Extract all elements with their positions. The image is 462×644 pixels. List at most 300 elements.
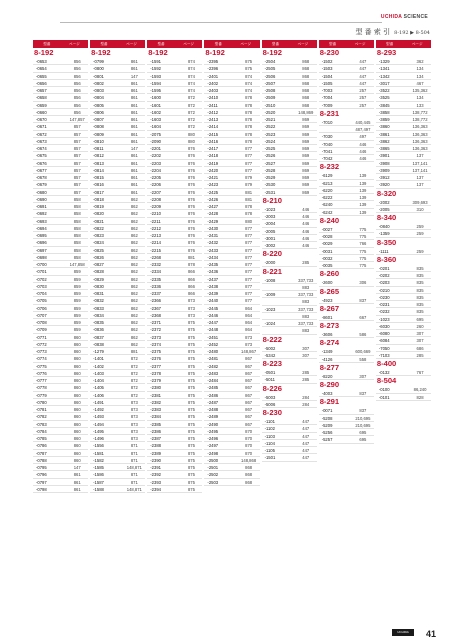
page-reference: 869 [302,167,310,173]
model-number: -0834 [93,312,104,318]
index-row [262,284,317,291]
page-reference: 257 [359,102,367,108]
model-number: -2366 [150,298,161,304]
model-number: -3908 [378,160,390,166]
page-reference: 862 [130,225,138,231]
index-row [319,155,374,162]
page-reference: 867 [245,363,253,369]
model-number: -1586 [93,472,104,478]
model-number: -2391 [150,465,161,470]
model-number: -1504 [321,73,333,79]
index-row [33,73,88,80]
page-reference: 872 [130,356,138,362]
section-heading: 8-221 [262,266,282,276]
index-row [33,479,88,486]
model-number: -0804 [93,95,104,101]
index-row [262,298,317,305]
model-number: -0672 [36,131,47,137]
page-reference: 867 [245,407,253,412]
index-row [33,203,88,210]
page-reference: 362 [416,59,424,64]
model-number: -0670 [36,117,47,122]
page-reference: 874 [245,80,253,86]
page-reference: 446 [302,228,310,234]
model-number: -1401 [93,356,104,362]
index-row [204,239,259,246]
page-reference: 870 [245,428,253,434]
index-row [262,65,317,72]
section-heading: 8-192 [262,48,282,57]
column-header [147,40,202,48]
model-number: -2207 [150,189,161,195]
model-number: -2211 [150,218,161,224]
model-number: -2000 [264,260,276,266]
page-reference: 875 [187,327,195,333]
page-reference: 306 [359,280,367,286]
model-number: -2332 [150,262,161,267]
model-number: -0031 [321,248,333,254]
index-row [147,160,202,167]
model-number: -2600 [321,280,333,286]
index-row [33,334,88,341]
model-number: -3920 [378,182,390,188]
page-reference: 875 [187,465,195,470]
section-heading: 8-504 [376,376,397,386]
index-row [262,174,317,181]
section-heading: 8-274 [319,338,340,348]
model-number: -2417 [207,146,219,151]
model-number: -5256 [321,430,333,435]
index-title-text: 型 番 索 引 [355,28,391,36]
index-row [204,290,259,297]
model-number: -2428 [207,211,219,217]
index-row [90,413,145,420]
page-reference: 285 [416,352,424,358]
model-number: -0032 [321,255,333,261]
index-row [33,268,88,275]
model-number: -1585 [93,465,104,470]
index-row [319,201,374,208]
page-reference: 877 [245,233,253,238]
page-reference: 875 [187,370,195,376]
model-number: -2412 [207,109,219,115]
model-number: -7040 [321,141,333,147]
model-number: -2388 [150,443,161,449]
index-row [204,442,259,449]
page-reference: 861 [130,124,138,130]
page-reference: 310 [416,206,424,212]
index-row [262,352,317,359]
index-row [90,138,145,145]
index-row [204,87,259,94]
index-row [204,58,259,65]
model-number: -4126 [321,356,333,362]
header-page: ページ [354,42,366,46]
model-number: -2389 [150,450,161,456]
page-reference: 875 [187,363,195,369]
model-number: -0832 [93,298,104,304]
index-row [33,94,88,101]
page-reference: 440,445 [355,119,371,125]
index-row [376,386,431,393]
page-reference: 862 [130,240,138,246]
index-row [204,363,259,370]
model-number: -2209 [150,204,161,209]
model-number: -2377 [150,363,161,369]
model-number: -5011 [264,377,275,383]
page-reference: 859 [73,269,81,275]
model-number: -2445 [207,305,219,311]
model-number: -0782 [36,414,47,420]
model-number: -2434 [207,254,219,260]
page-reference: 877 [245,262,253,267]
model-number: -0773 [36,349,47,354]
page-reference: 883 [302,284,310,290]
page-reference: 877 [245,225,253,231]
model-number: -0658 [36,95,47,101]
section-heading: 8-192 [34,48,54,57]
model-number: -1101 [264,419,275,424]
model-number: -0801 [93,73,104,79]
page-reference: 862 [130,291,138,296]
model-number: -0774 [36,356,47,362]
model-number: -0779 [36,392,47,398]
index-row [319,233,374,240]
header-page: ページ [126,42,137,46]
index-row [262,138,317,145]
model-number: -2415 [207,131,219,137]
index-row [90,435,145,442]
model-number: -0232 [378,309,390,315]
index-column [204,40,259,493]
page-reference: 875 [187,457,195,463]
index-row [376,138,431,145]
page-reference: 858 [73,247,81,253]
index-row [90,363,145,370]
index-row [147,384,202,391]
index-row [90,384,145,391]
model-number: -2419 [207,160,219,166]
page-reference: 861 [130,175,138,180]
page-reference: 878 [245,102,253,108]
index-row [33,363,88,370]
index-row [147,392,202,399]
model-number: -2214 [150,240,161,246]
model-number: -2380 [150,385,161,391]
model-number: -0660 [36,109,47,115]
model-number: -1556 [93,443,104,449]
index-row [90,58,145,65]
model-number: -0772 [36,341,47,347]
index-row [319,73,374,80]
index-row [90,471,145,478]
index-row [33,123,88,130]
index-row [262,418,317,425]
page-reference: 137 [416,153,424,159]
index-row [204,334,259,341]
page-reference: 876 [187,153,195,159]
model-number: -8601 [321,314,333,320]
page-reference: 873 [130,428,138,434]
page-reference: 860 [73,436,81,441]
index-row [262,220,317,227]
index-row [204,145,259,152]
model-number: -2502 [207,472,219,478]
model-number: -2498 [207,450,219,456]
column-header [204,40,259,48]
index-row [262,440,317,447]
page-reference: 868 [302,66,310,72]
model-number: -0771 [36,334,47,340]
model-number: -1279 [93,349,104,354]
page-reference: 873 [130,421,138,427]
page-reference: 873 [187,298,195,304]
model-number: -1491 [93,399,104,405]
model-number: -2528 [264,167,276,173]
index-row [319,102,374,109]
model-number: -2213 [150,233,161,238]
model-number: -0029 [321,241,333,247]
index-row [147,464,202,471]
page-reference: 869 [302,146,310,151]
page-reference: 872 [187,124,195,130]
page-reference: 868 [302,102,310,108]
model-number: -1024 [264,321,276,326]
model-number: -2510 [264,102,276,108]
page-reference: 860 [73,334,81,340]
page-reference: 446 [359,156,367,161]
index-row [376,223,431,230]
index-row [319,141,374,148]
page-reference: 147 [130,146,138,151]
page-reference: 867 [245,378,253,383]
model-number: -0709 [36,327,47,333]
model-number: -0654 [36,66,47,72]
model-number: -6129 [321,173,333,179]
index-range: 8-192 ▶ 8-504 [394,30,430,36]
index-row [376,123,431,130]
page-reference: 876 [187,189,195,195]
model-number: -2394 [150,486,161,492]
index-row [204,210,259,217]
model-number: -1102 [264,426,275,432]
index-row [204,283,259,290]
section-heading: 8-293 [376,48,397,57]
page-reference: 881 [245,196,253,202]
page-reference: 877 [245,240,253,246]
model-number: -4003 [321,391,333,396]
index-column [319,40,374,493]
page-reference: 558 [359,356,367,362]
page-reference: 861 [130,109,138,115]
model-number: -2403 [207,88,219,93]
index-row [376,94,431,101]
index-column [262,40,317,493]
page-reference: 857 [73,146,81,151]
model-number: -2489 [207,414,219,420]
index-row [33,457,88,464]
index-row [262,306,317,313]
index-row [262,94,317,101]
model-number: -0795 [36,465,47,470]
index-row [147,196,202,203]
index-row [262,228,317,235]
index-row [376,109,431,116]
model-number: -0680 [36,189,47,195]
page-reference: 857 [73,131,81,137]
page-reference: 837 [359,297,367,303]
index-row [90,297,145,304]
model-number: -0817 [93,189,104,195]
page-reference: 867 [245,421,253,427]
model-number: -2410 [207,95,219,101]
model-number: -0706 [36,305,47,311]
page-reference: 869 [302,175,310,180]
page-reference: 766 [359,241,367,247]
page-reference: 307 [416,331,424,336]
index-row [90,348,145,355]
index-row [204,450,259,457]
page-reference: 447 [359,59,367,64]
index-row [262,213,317,220]
index-row [33,450,88,457]
section-heading: 8-400 [376,359,397,368]
page-reference: 857 [73,124,81,130]
page-reference: 859 [73,320,81,325]
model-number: -2430 [207,225,219,231]
model-number: -2523 [264,131,276,137]
model-number: -2420 [207,167,219,173]
page-reference: 835 [416,294,424,300]
model-number: -0783 [36,421,47,427]
page-reference: 875 [187,341,195,347]
page-reference: 337,733 [298,292,314,297]
index-row [90,370,145,377]
index-row [319,119,374,126]
model-number: -0657 [36,88,47,93]
index-row [204,305,259,312]
index-row [33,225,88,232]
page-reference: 866 [187,291,195,296]
page-reference: 877 [245,247,253,253]
page-reference: 862 [130,327,138,333]
page-reference: 872 [187,102,195,108]
index-row [204,123,259,130]
index-row [33,116,88,123]
page-reference: 139 [359,173,367,179]
section-heading: 8-192 [148,48,168,57]
model-number: -2337 [150,291,161,296]
index-row [262,401,317,408]
index-row [33,109,88,116]
section-heading: 8-192 [205,48,225,57]
index-row [376,152,431,159]
page-reference: 874 [245,73,253,79]
index-row [90,131,145,138]
page-reference: 867 [245,356,253,362]
model-number [319,126,352,132]
index-row [204,428,259,435]
index-row [147,312,202,319]
model-number: -3606 [321,332,333,337]
index-row [90,377,145,384]
page-reference: 337,733 [298,306,314,312]
page-reference: 876 [187,233,195,238]
model-number: -2212 [150,225,161,231]
page-reference: 856 [73,95,81,101]
model-number: -2480 [207,349,219,354]
index-row [90,442,145,449]
model-number: -1009 [264,292,276,297]
page-reference: 873 [187,312,195,318]
page-reference: 859 [73,291,81,296]
page-reference: 875 [187,436,195,441]
model-number: -6213 [321,180,333,186]
index-row [376,174,431,181]
index-row [147,435,202,442]
header-page: ページ [240,42,252,46]
index-row [147,239,202,246]
index-row [147,73,202,80]
model-number: -2203 [150,160,161,166]
index-row [147,87,202,94]
index-row [33,305,88,312]
model-number: -2429 [207,218,219,224]
section-heading: 8-220 [262,249,282,259]
index-row [319,356,374,363]
section-heading: 8-265 [319,286,340,296]
model-number: -2372 [150,327,161,333]
index-row [90,290,145,297]
index-row [90,218,145,225]
model-number: -3858 [378,109,390,115]
page-reference: 875 [187,320,195,325]
index-row [376,73,431,80]
page-reference: 835 [416,273,424,278]
page-reference: 875 [187,479,195,485]
page-reference: 307 [416,338,424,344]
model-number: -0778 [36,385,47,391]
model-number: -0823 [93,233,104,238]
page-reference: 872 [187,95,195,101]
page-reference: 878 [245,124,253,130]
model-number: -2446 [207,312,219,318]
index-row [33,261,88,268]
index-row [319,373,374,380]
model-number: -0797 [36,479,47,485]
page-reference: 446 [302,214,310,219]
index-row [90,167,145,174]
index-row [90,181,145,188]
page-reference: 139 [359,187,367,193]
page-reference: 860 [73,421,81,427]
model-number: -1592 [150,66,161,72]
model-number: -2435 [207,262,219,267]
page-reference: 876 [187,247,195,253]
index-row [33,413,88,420]
index-row [319,94,374,101]
header-model: 型番 [157,42,165,46]
index-row [147,94,202,101]
header-model: 型番 [43,42,51,46]
page-reference: 148,871 [126,465,142,470]
model-number: -1402 [93,363,104,369]
page-reference: 872 [130,378,138,383]
model-number: -0691 [36,204,47,209]
page-reference: 210,695 [355,415,371,421]
model-number: -1008 [264,277,276,283]
index-row [90,355,145,362]
